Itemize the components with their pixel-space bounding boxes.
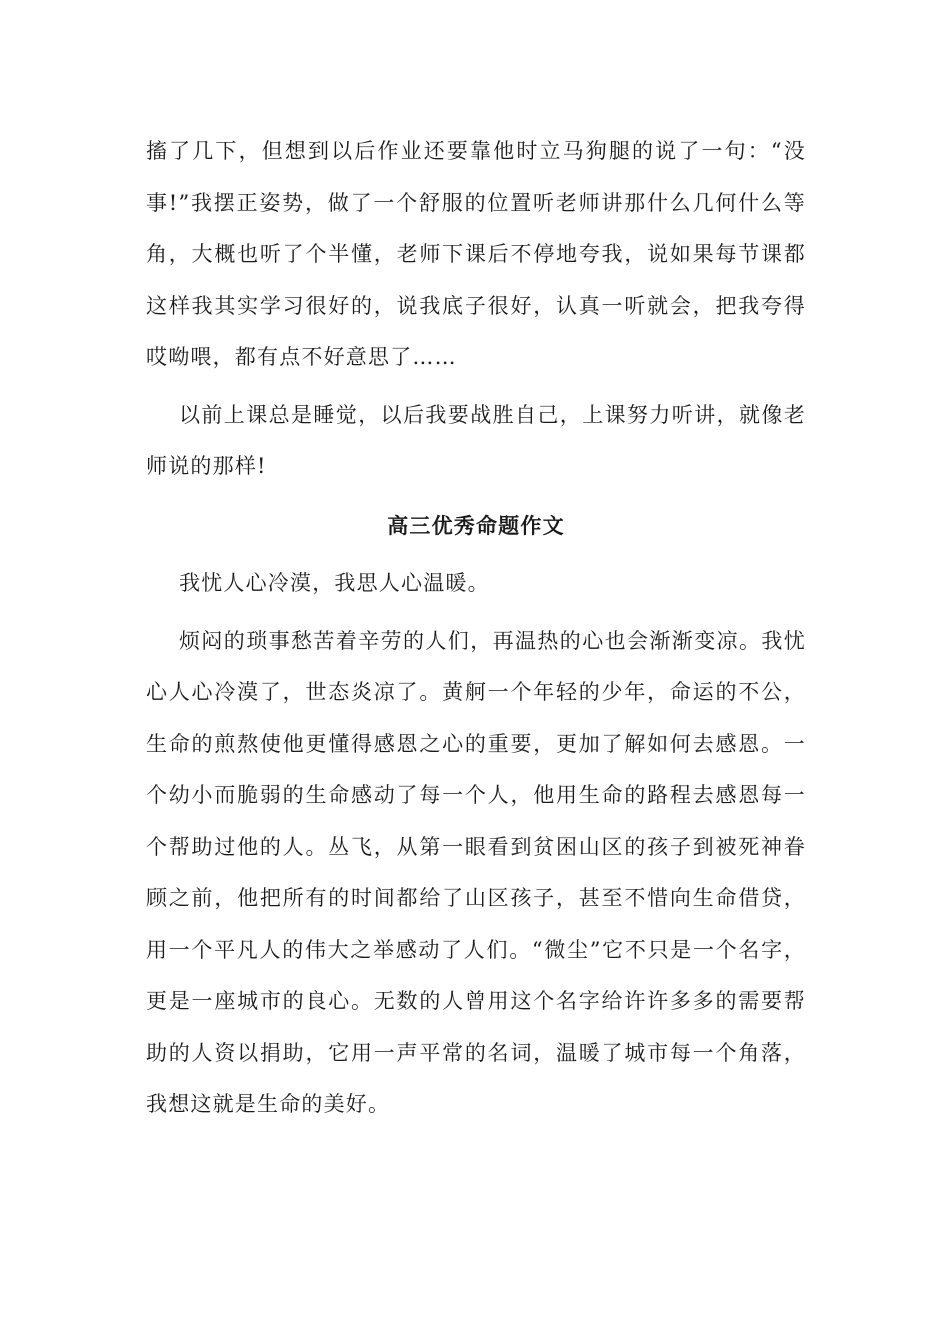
essay-title: 高三优秀命题作文	[387, 513, 565, 538]
paragraph-opening: 我忧人心冷漠，我思人心温暖。	[179, 571, 490, 595]
document-body	[146, 126, 806, 1131]
paragraph-resolution: 以前上课总是睡觉，以后我要战胜自己，上课努力听讲，就像老师说的那样!	[146, 402, 806, 478]
paragraph-continuation: 搐了几下，但想到以后作业还要靠他时立马狗腿的说了一句：“没事!”我摆正姿势，做了一个舒服的位置听老师讲那什么几何什么等角，大概也听了个半懂，老师下课后不停地夸我，说如果每节课都这样我其实学习很好的，说我底子很好，认真一听就会，把我夸得哎呦喂，都有点不好意思了……	[146, 139, 806, 369]
paragraph-body: 烦闷的琐事愁苦着辛劳的人们，再温热的心也会渐渐变凉。我忧心人心冷漠了，世态炎凉了。黄舸一个年轻的少年，命运的不公，生命的煎熬使他更懂得感恩之心的重要，更加了解如何去感恩。一个幼小而脆弱的生命感动了每一个人，他用生命的路程去感恩每一个帮助过他的人。丛飞，从第一眼看到贫困山区的孩子到被死神眷顾之前，他把所有的时间都给了山区孩子，甚至不惜向生命借贷，用一个平凡人的伟大之举感动了人们。“微尘”它不只是一个名字，更是一座城市的良心。无数的人曾用这个名字给许许多多的需要帮助的人资以捐助，它用一声平常的名词，温暖了城市每一个角落，我想这就是生命的美好。	[146, 628, 806, 1116]
